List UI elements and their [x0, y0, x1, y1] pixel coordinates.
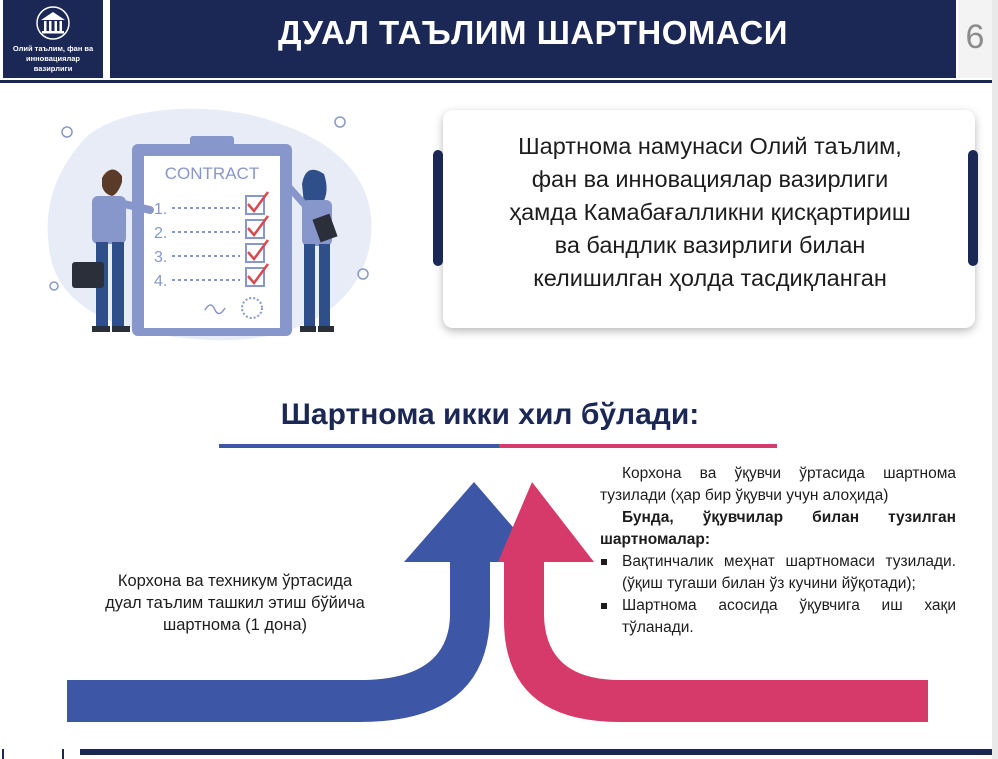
- quote-accent-right: [968, 150, 978, 266]
- quote-line: келишилган ҳолда тасдиқланган: [533, 265, 887, 291]
- bullet-text: Вақтинчалик меҳнат шартномаси тузилади. (ўқиш тугаши билан ўз кучини йўқотади);: [622, 553, 956, 592]
- logo-caption: [3, 44, 103, 74]
- right-intro: Корхона ва ўқувчи ўртасида шартнома тузилади (ҳар бир ўқувчи учун алоҳида): [600, 465, 956, 504]
- left-text-line: Корхона ва техникум ўртасида: [117, 572, 353, 590]
- list-item: [600, 551, 956, 595]
- contract-item-number: 1.: [154, 201, 168, 218]
- quote-line: ва бандлик вазирлиги билан: [554, 232, 866, 258]
- page-title: ДУАЛ ТАЪЛИМ ШАРТНОМАСИ: [278, 14, 788, 51]
- building-icon: [35, 6, 71, 40]
- left-text-line: шартнома (1 дона): [162, 616, 308, 634]
- subtitle-underline-pink: [499, 444, 777, 448]
- header-divider: [0, 80, 992, 83]
- quote-line: Шартнома намунаси Олий таълим,: [518, 133, 902, 159]
- contract-item-number: 4.: [154, 273, 168, 290]
- bullet-icon: [601, 603, 607, 609]
- footer-mark: [62, 749, 64, 759]
- left-contract-description: [90, 570, 380, 636]
- footer-divider: [80, 749, 992, 755]
- bullet-icon: [601, 559, 607, 565]
- contract-item-number: 2.: [154, 225, 168, 242]
- ministry-logo: [3, 0, 103, 78]
- decor-circle: [62, 127, 72, 137]
- quote-line: ҳамда Камабағалликни қисқартириш: [509, 199, 911, 225]
- decor-circle: [335, 117, 345, 127]
- logo-caption-line: инновациялар: [25, 54, 81, 63]
- decor-circle: [50, 282, 58, 290]
- footer-mark: [2, 749, 4, 759]
- right-bullet-list: [600, 551, 956, 639]
- contract-label: CONTRACT: [164, 164, 260, 183]
- list-item: [600, 595, 956, 639]
- right-bold-heading: Бунда, ўқувчилар билан тузилган шартномалар:: [600, 509, 956, 548]
- quote-accent-left: [433, 150, 443, 266]
- slide-edge: [992, 0, 998, 759]
- logo-caption-line: вазирлиги: [33, 64, 73, 73]
- left-text-line: дуал таълим ташкил этиш бўйича: [105, 594, 365, 612]
- contract-item-number: 3.: [154, 249, 168, 266]
- bullet-text: Шартнома асосида ўқувчига иш хақи тўланади.: [622, 597, 956, 636]
- contract-illustration: [40, 104, 388, 348]
- right-contract-description: [600, 463, 956, 639]
- quote-line: фан ва инновациялар вазирлиги: [531, 166, 889, 192]
- quote-text: [462, 130, 958, 295]
- logo-caption-line: Олий таълим, фан ва: [12, 44, 94, 53]
- page-number: 6: [965, 18, 985, 56]
- section-subtitle: Шартнома икки хил бўлади:: [280, 398, 700, 431]
- subtitle-underline-blue: [219, 444, 499, 448]
